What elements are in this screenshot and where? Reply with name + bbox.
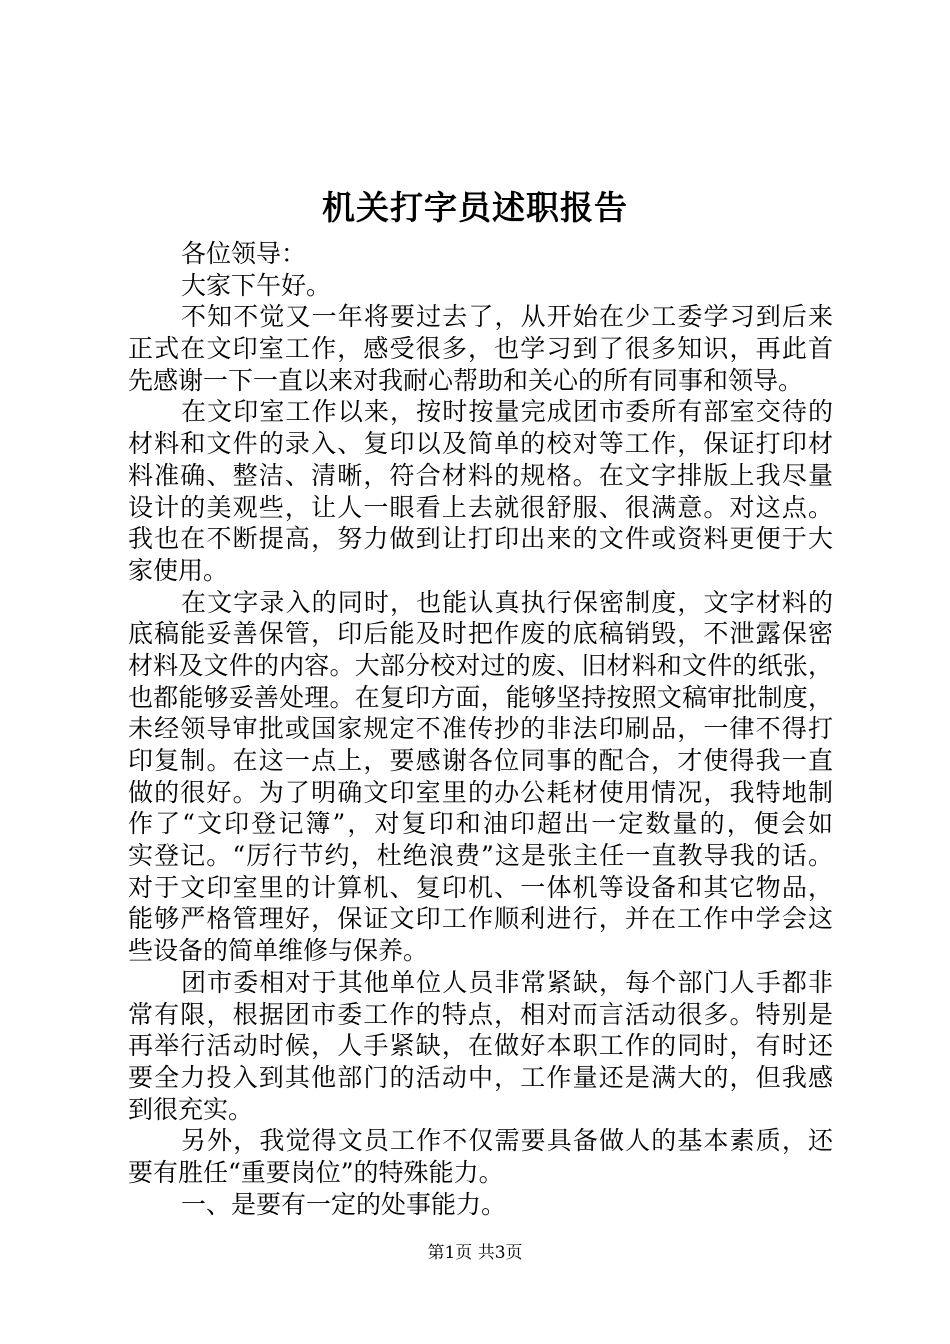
paragraph-line: 再举行活动时候，人手紧缺，在做好本职工作的同时，有时还 — [128, 1031, 833, 1061]
paragraph-line: 要有胜任“重要岗位”的特殊能力。 — [128, 1157, 504, 1187]
paragraph-line: 要全力投入到其他部门的活动中，工作量还是满大的，但我感 — [128, 1062, 833, 1092]
document-body — [128, 238, 833, 1220]
paragraph-line: 材料和文件的录入、复印以及简单的校对等工作，保证打印材 — [128, 429, 833, 459]
salutation: 各位领导： — [181, 239, 307, 268]
paragraph-line: 实登记。“厉行节约，杜绝浪费”这是张主任一直教导我的话。 — [128, 841, 833, 871]
paragraph-line: 对于文印室里的计算机、复印机、一体机等设备和其它物品， — [128, 872, 833, 902]
paragraph-line: 团市委相对于其他单位人员非常紧缺，每个部门人手都非 — [181, 967, 833, 997]
paragraph-line: 在文印室工作以来，按时按量完成团市委所有部室交待的 — [181, 397, 833, 427]
paragraph-line: 在文字录入的同时，也能认真执行保密制度，文字材料的 — [181, 587, 833, 617]
page-footer: 第1页 共3页 — [427, 1243, 523, 1263]
paragraph-line: 另外，我觉得文员工作不仅需要具备做人的基本素质，还 — [181, 1126, 833, 1156]
paragraph-line: 先感谢一下一直以来对我耐心帮助和关心的所有同事和领导。 — [128, 365, 804, 395]
paragraph-line: 正式在文印室工作，感受很多，也学习到了很多知识，再此首 — [128, 334, 833, 364]
paragraph-line: 一、是要有一定的处事能力。 — [181, 1189, 507, 1219]
paragraph-line: 做的很好。为了明确文印室里的办公耗材使用情况，我特地制 — [128, 777, 833, 807]
paragraph-line: 家使用。 — [128, 555, 229, 585]
paragraph-line: 不知不觉又一年将要过去了，从开始在少工委学习到后来 — [181, 302, 833, 332]
paragraph-line: 料准确、整洁、清晰，符合材料的规格。在文字排版上我尽量 — [128, 460, 833, 490]
paragraph-line: 材料及文件的内容。大部分校对过的废、旧材料和文件的纸张， — [128, 650, 833, 680]
paragraph-line: 底稿能妥善保管，印后能及时把作废的底稿销毁，不泄露保密 — [128, 619, 833, 649]
paragraph-line: 我也在不断提高，努力做到让打印出来的文件或资料更便于大 — [128, 524, 833, 554]
paragraph-line: 能够严格管理好，保证文印工作顺利进行，并在工作中学会这 — [128, 904, 833, 934]
greeting: 大家下午好。 — [181, 270, 332, 300]
paragraph-line: 设计的美观些，让人一眼看上去就很舒服、很满意。对这点。 — [128, 492, 833, 522]
paragraph-line: 些设备的简单维修与保养。 — [128, 936, 429, 966]
paragraph-line: 作了“文印登记簿”，对复印和油印超出一定数量的，便会如 — [128, 809, 833, 839]
paragraph-line: 常有限，根据团市委工作的特点，相对而言活动很多。特别是 — [128, 999, 833, 1029]
paragraph-line: 到很充实。 — [128, 1094, 254, 1124]
paragraph-line: 未经领导审批或国家规定不准传抄的非法印刷品，一律不得打 — [128, 714, 833, 744]
paragraph-line: 印复制。在这一点上，要感谢各位同事的配合，才使得我一直 — [128, 746, 833, 775]
paragraph-line: 也都能够妥善处理。在复印方面，能够坚持按照文稿审批制度， — [128, 682, 833, 712]
document-title: 机关打字员述职报告 — [322, 188, 628, 227]
